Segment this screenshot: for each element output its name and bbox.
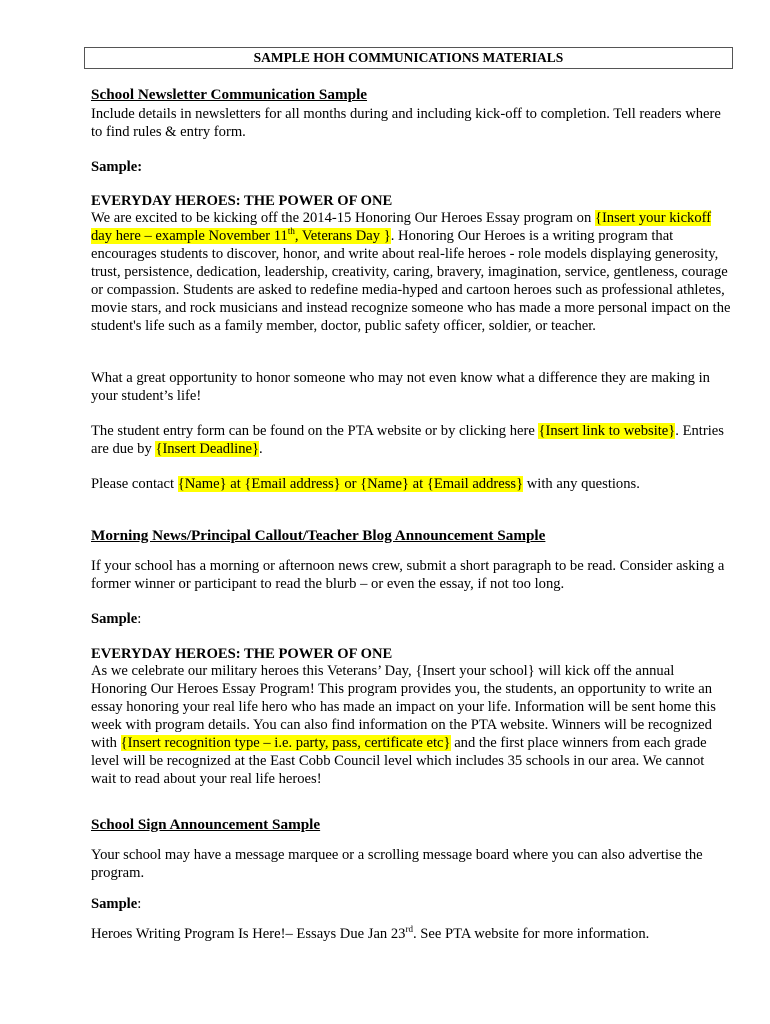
newsletter-sample-label: Sample: bbox=[91, 159, 143, 175]
sample-label-colon: : bbox=[137, 896, 142, 912]
placeholder-text: {Insert your kickoff day here – example November 11 bbox=[91, 210, 712, 244]
morning-news-paragraph bbox=[91, 662, 731, 788]
newsletter-intro: Include details in newsletters for all months during and including kick-off to completion. Tell readers where to find rules & entry form. bbox=[91, 106, 721, 140]
text-segment: . See PTA website for more information. bbox=[412, 926, 650, 942]
newsletter-p1-text-b: . Honoring Our Heroes is a writing program that encourages students to discover, honor, and write about real-life heroes - role models displaying generosity, trust, persistence, dedication, leadership, creativity, caring, bravery, imagination, service, gentleness, courage or compassion. Students are asked to redefine media-hyped and cartoon heroes such as professional athletes, movie stars, and rock musicians and instead recognize someone who has made a more personal impact on the student's life such as a family member, doctor, public safety officer, soldier, or teacher. bbox=[91, 228, 731, 334]
text-segment: As we celebrate our military heroes this Veterans’ Day, {Insert your school} will kick off the annual Honoring Our Heroes Essay Program! This program provides you, the students, an opportunity to write an essay honoring your real life hero who has made an impact on your life. Information will be sent home this week with program details. You can also find information on the PTA website. Winners will be recognized with bbox=[91, 663, 716, 751]
document-title: SAMPLE HOH COMMUNICATIONS MATERIALS bbox=[253, 50, 564, 65]
superscript: th bbox=[287, 226, 295, 237]
school-sign-sample-label bbox=[91, 895, 731, 913]
school-sign-sample-text bbox=[91, 925, 731, 943]
text-segment: . bbox=[259, 441, 263, 457]
document-title-box bbox=[84, 47, 733, 69]
text-segment: . Entries are due by bbox=[91, 423, 724, 457]
morning-news-heading: Morning News/Principal Callout/Teacher Blog Announcement Sample bbox=[91, 527, 546, 544]
placeholder-text: , Veterans Day } bbox=[294, 228, 391, 244]
superscript: rd bbox=[405, 924, 413, 935]
text-segment: Heroes Writing Program Is Here!– Essays Due Jan 23 bbox=[91, 926, 406, 942]
recognition-placeholder: {Insert recognition type – i.e. party, pass, certificate etc} bbox=[120, 735, 451, 751]
school-sign-heading: School Sign Announcement Sample bbox=[91, 816, 321, 833]
newsletter-paragraph-3 bbox=[91, 422, 731, 458]
school-sign-intro: Your school may have a message marquee or a scrolling message board where you can also advertise the program. bbox=[91, 847, 703, 881]
newsletter-paragraph-1 bbox=[91, 209, 731, 335]
newsletter-heading: School Newsletter Communication Sample bbox=[91, 86, 368, 103]
morning-news-sample-label bbox=[91, 610, 731, 628]
website-link-placeholder: {Insert link to website} bbox=[538, 423, 676, 439]
sample-label-text: Sample bbox=[91, 896, 138, 912]
newsletter-sample-title: EVERYDAY HEROES: THE POWER OF ONE bbox=[91, 193, 393, 209]
text-segment: and the first place winners from each grade level will be recognized at the East Cobb Council level which includes 35 schools in our area. We cannot wait to read about your real life heroes! bbox=[91, 735, 707, 787]
sample-label-text: Sample bbox=[91, 611, 138, 627]
morning-news-sample-title: EVERYDAY HEROES: THE POWER OF ONE bbox=[91, 646, 393, 662]
deadline-placeholder: {Insert Deadline} bbox=[155, 441, 259, 457]
sample-label-colon: : bbox=[137, 611, 142, 627]
text-segment: The student entry form can be found on the PTA website or by clicking here bbox=[91, 423, 539, 439]
newsletter-p1-text-a: We are excited to be kicking off the 2014-15 Honoring Our Heroes Essay program on bbox=[91, 210, 595, 226]
text-segment: with any questions. bbox=[523, 476, 640, 492]
newsletter-paragraph-4 bbox=[91, 475, 731, 493]
newsletter-paragraph-2: What a great opportunity to honor someone who may not even know what a difference they are making in your student’s life! bbox=[91, 370, 710, 404]
contact-placeholder: {Name} at {Email address} or {Name} at {Email address} bbox=[177, 476, 524, 492]
text-segment: Please contact bbox=[91, 476, 178, 492]
morning-news-intro: If your school has a morning or afternoon news crew, submit a short paragraph to be read. Consider asking a former winner or participant to read the blurb – or even the essay, if not too long. bbox=[91, 558, 725, 592]
